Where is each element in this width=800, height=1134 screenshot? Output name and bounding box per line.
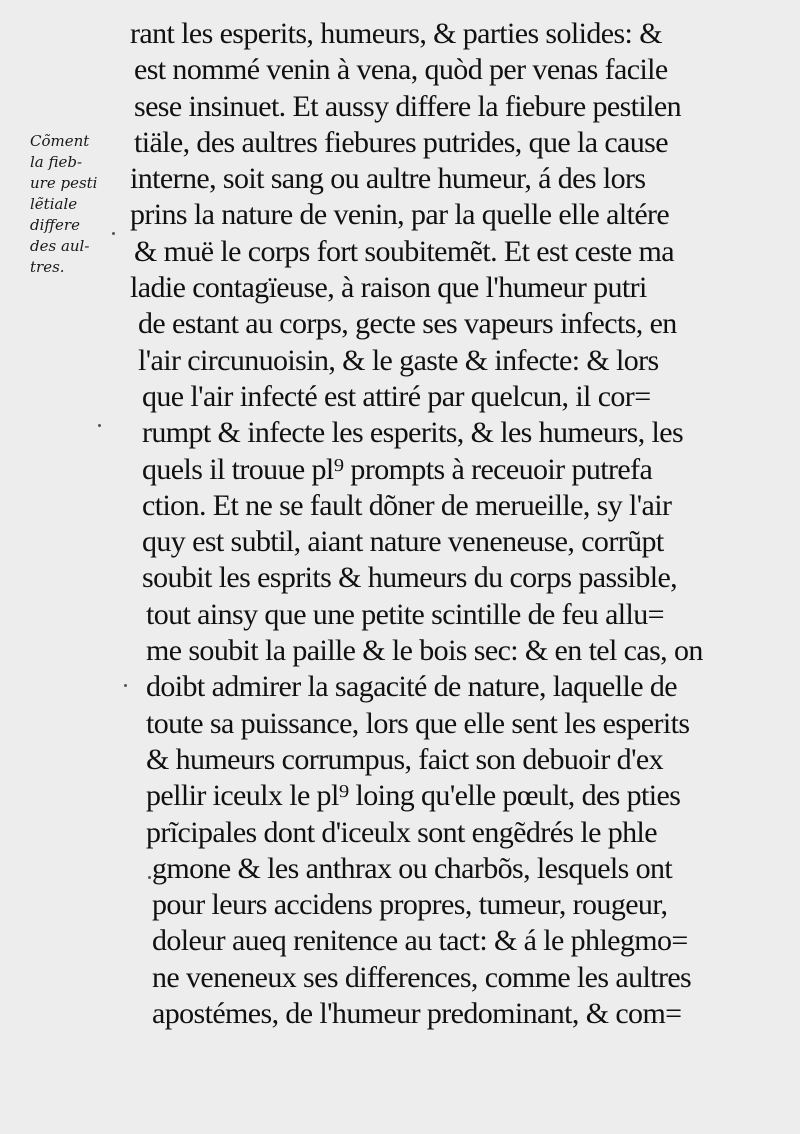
text-line: ne veneneux ses differences, comme les aultres xyxy=(152,960,692,994)
text-line: tiäle, des aultres fiebures putrides, que la cause xyxy=(134,125,668,159)
margin-note-line: des aul- xyxy=(30,237,90,255)
text-line: pellir iceulx le pl⁹ loing qu'elle pœult, des pties xyxy=(146,779,681,813)
margin-note-line: lẽtiale xyxy=(30,195,78,213)
text-line: ladie contagïeuse, à raison que l'humeur putri xyxy=(130,271,647,305)
margin-note-line: differe xyxy=(30,216,80,234)
text-line: l'air circunuoisin, & le gaste & infecte: & lors xyxy=(138,343,659,377)
text-line: & muë le corps fort soubitemẽt. Et est ceste ma xyxy=(134,234,674,268)
text-line: gmone & les anthrax ou charbõs, lesquels ont xyxy=(152,851,673,885)
text-line: sese insinuet. Et aussy differe la fiebure pestilen xyxy=(134,89,682,123)
text-line: prins la nature de venin, par la quelle elle altére xyxy=(130,198,670,232)
text-line: doleur aueq renitence au tact: & á le phlegmo= xyxy=(152,924,688,958)
body-text xyxy=(130,16,790,1032)
margin-note-line: tres. xyxy=(30,258,65,276)
text-line: est nommé venin à vena, quòd per venas facile xyxy=(134,53,668,87)
margin-note-line: Cõment xyxy=(30,132,90,150)
text-line: toute sa puissance, lors que elle sent les esperits xyxy=(146,706,690,740)
text-line: quy est subtil, aiant nature veneneuse, corrũpt xyxy=(142,525,664,559)
text-line: tout ainsy que une petite scintille de feu allu= xyxy=(146,597,664,631)
margin-note-line: la fieb- xyxy=(30,153,83,171)
margin-note xyxy=(30,131,130,278)
text-line: quels il trouue pl⁹ prompts à receuoir putrefa xyxy=(142,452,653,486)
text-line: me soubit la paille & le bois sec: & en tel cas, on xyxy=(146,634,703,668)
ink-speck xyxy=(148,876,151,879)
text-line: rant les esperits, humeurs, & parties solides: & xyxy=(130,17,662,50)
text-line: rumpt & infecte les esperits, & les humeurs, les xyxy=(142,416,684,450)
text-line: pour leurs accidens propres, tumeur, rougeur, xyxy=(152,888,668,922)
ink-speck xyxy=(124,684,127,687)
text-line: que l'air infecté est attiré par quelcun, il cor= xyxy=(142,379,651,413)
text-line: apostémes, de l'humeur predominant, & com= xyxy=(152,997,682,1031)
text-line: ction. Et ne se fault dõner de merueille, sy l'air xyxy=(142,488,672,522)
text-line: interne, soit sang ou aultre humeur, á des lors xyxy=(130,162,646,196)
ink-speck xyxy=(98,424,101,427)
ink-speck xyxy=(112,232,115,235)
text-line: prĩcipales dont d'iceulx sont engẽdrés le phle xyxy=(146,815,657,849)
text-line: doibt admirer la sagacité de nature, laquelle de xyxy=(146,670,677,704)
text-line: & humeurs corrumpus, faict son debuoir d'ex xyxy=(146,742,663,776)
text-line: de estant au corps, gecte ses vapeurs infects, en xyxy=(138,307,677,341)
margin-note-line: ure pesti xyxy=(30,174,98,192)
text-line: soubit les esprits & humeurs du corps passible, xyxy=(142,561,678,595)
